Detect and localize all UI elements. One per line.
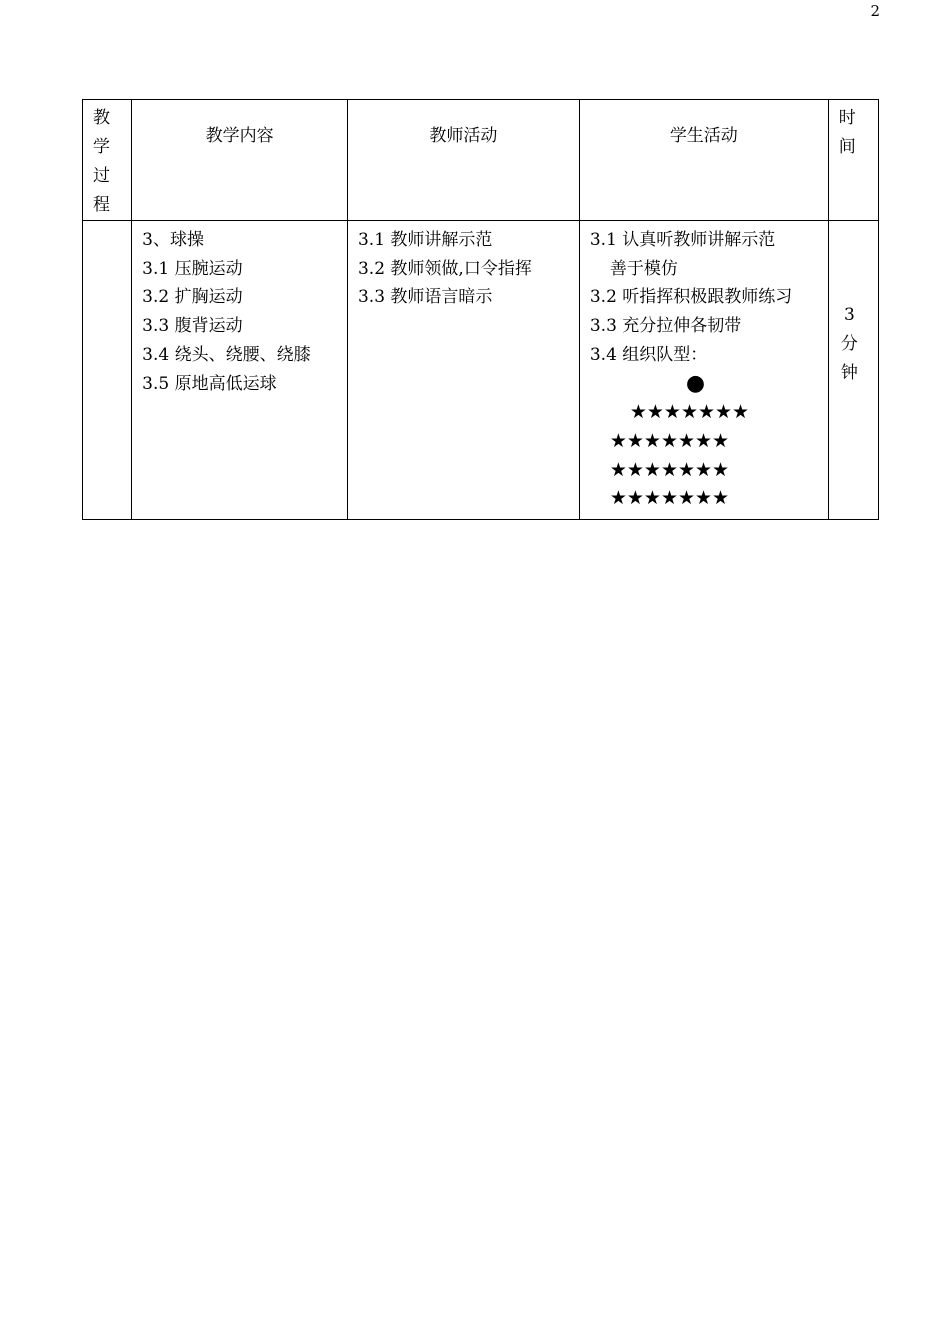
header-teacher: 教师活动: [429, 126, 498, 146]
content-line: 3.3 腹背运动: [142, 316, 243, 337]
formation-diagram: [590, 370, 828, 514]
header-student-cell: [579, 100, 828, 221]
header-time-cell: [828, 100, 878, 221]
student-row-stars: ★★★★★★★: [609, 429, 730, 452]
teacher-cell: [347, 221, 579, 520]
content-cell: [132, 221, 348, 520]
teacher-line: 3.2 教师领做,口令指挥: [357, 258, 532, 279]
student-line: 3.2 听指挥积极跟教师练习: [589, 287, 793, 308]
student-line: 3.3 充分拉伸各韧带: [589, 316, 742, 337]
content-line: 3.4 绕头、绕腰、绕膝: [142, 344, 311, 365]
content-line: 3.5 原地高低运球: [142, 373, 277, 394]
student-row-stars: ★★★★★★★: [609, 487, 730, 510]
page-number: 2: [870, 2, 880, 20]
content-line: 3.2 扩胸运动: [142, 287, 243, 308]
teacher-line: 3.1 教师讲解示范: [357, 230, 493, 250]
header-student: 学生活动: [669, 126, 738, 146]
header-process-cell: [83, 100, 132, 221]
student-line: 3.4 组织队型：: [589, 344, 708, 365]
teacher-position-mark: ●: [685, 370, 706, 396]
teacher-line: 3.3 教师语言暗示: [357, 287, 493, 308]
student-cell: [579, 221, 828, 520]
content-line: 3.1 压腕运动: [142, 258, 243, 279]
student-line: 善于模仿: [609, 258, 678, 279]
header-content: 教学内容: [205, 126, 274, 146]
lesson-plan-table: [82, 99, 879, 520]
student-line: 3.1 认真听教师讲解示范: [589, 230, 776, 250]
time-cell: [828, 221, 878, 520]
header-time: 时间: [838, 108, 856, 157]
table-row: [83, 221, 879, 520]
process-cell: [83, 221, 132, 520]
content-line: 3、球操: [142, 230, 204, 250]
header-content-cell: [132, 100, 348, 221]
header-teacher-cell: [347, 100, 579, 221]
time-value: 3分钟: [840, 305, 858, 383]
student-row-stars: ★★★★★★★: [629, 401, 750, 424]
header-process: 教学过程: [93, 108, 110, 215]
table-header-row: [83, 100, 879, 221]
student-row-stars: ★★★★★★★: [609, 458, 730, 481]
